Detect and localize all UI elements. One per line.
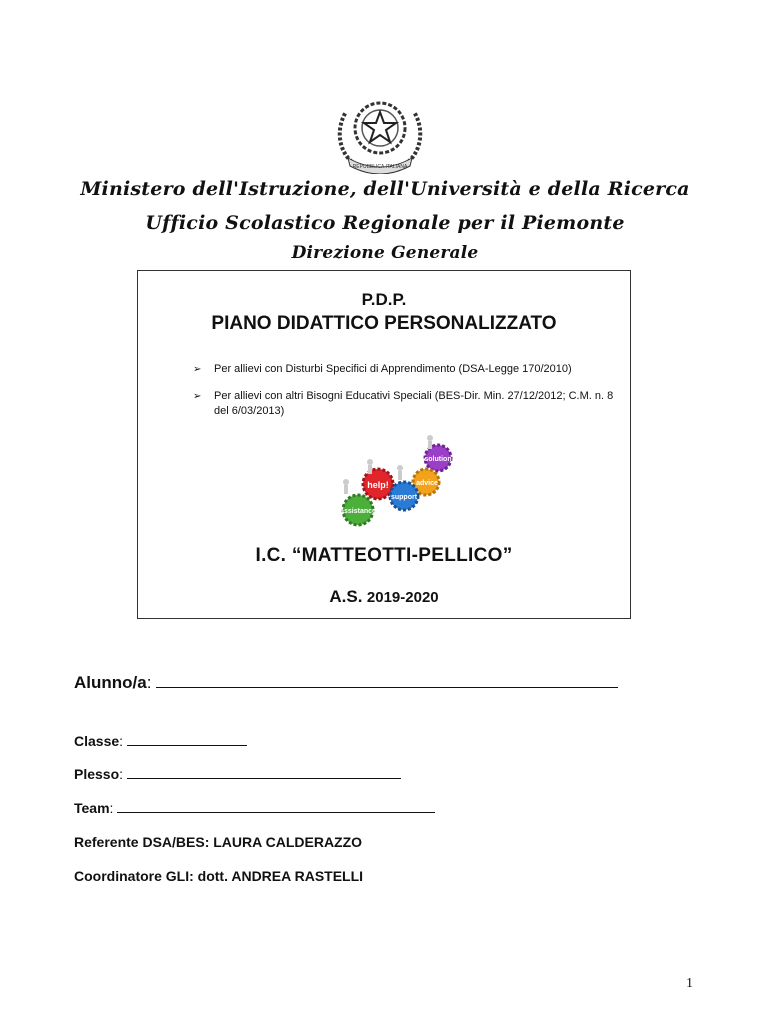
office-heading: Ufficio Scolastico Regionale per il Piemonte bbox=[145, 212, 625, 234]
alunno-field[interactable]: Alunno/a: bbox=[74, 673, 618, 693]
plesso-blank-line[interactable] bbox=[127, 778, 401, 779]
alunno-label: Alunno/a bbox=[74, 673, 147, 692]
referente-line: Referente DSA/BES: LAURA CALDERAZZO bbox=[74, 834, 363, 850]
document-title: PIANO DIDATTICO PERSONALIZZATO bbox=[211, 313, 557, 334]
team-field[interactable]: Team: bbox=[74, 800, 435, 816]
gear-assistance bbox=[340, 495, 376, 525]
arrow-bullet-icon: ➢ bbox=[193, 364, 202, 375]
gear-label: support bbox=[390, 494, 418, 501]
emblem-banner-text: REPUBBLICA ITALIANA bbox=[352, 164, 408, 170]
classe-field[interactable]: Classe: bbox=[74, 733, 247, 749]
coordinatore-line: Coordinatore GLI: dott. ANDREA RASTELLI bbox=[74, 868, 364, 884]
plesso-label: Plesso bbox=[74, 766, 120, 782]
gear-label: help! bbox=[367, 480, 389, 490]
alunno-blank-line[interactable] bbox=[156, 687, 618, 688]
school-year-value: 2019-2020 bbox=[366, 589, 439, 606]
pdp-acronym: P.D.P. bbox=[361, 290, 407, 309]
page-number: 1 bbox=[686, 976, 693, 991]
team-label: Team bbox=[74, 800, 110, 816]
classe-blank-line[interactable] bbox=[127, 745, 247, 746]
team-blank-line[interactable] bbox=[117, 812, 435, 813]
plesso-field[interactable]: Plesso: bbox=[74, 766, 401, 782]
bullet-text: Per allievi con altri Bisogni Educativi Speciali (BES-Dir. Min. 27/12/2012; C.M. n. 8 del 6/03/2013) bbox=[214, 390, 614, 417]
school-name: I.C. “MATTEOTTI-PELLICO” bbox=[255, 545, 513, 566]
repubblica-italiana-emblem bbox=[330, 92, 430, 174]
school-year bbox=[137, 587, 631, 607]
classe-label: Classe bbox=[74, 733, 120, 749]
direction-heading: Direzione Generale bbox=[291, 243, 479, 263]
ministry-heading: Ministero dell'Istruzione, dell'Università e della Ricerca bbox=[80, 178, 690, 200]
bullet-text: Per allievi con Disturbi Specifici di Apprendimento (DSA-Legge 170/2010) bbox=[214, 363, 572, 375]
gear-support bbox=[390, 482, 418, 510]
school-year-label: A.S. bbox=[329, 587, 363, 606]
bullet-item-dsa bbox=[193, 362, 623, 378]
arrow-bullet-icon: ➢ bbox=[193, 391, 202, 402]
gear-label: assistance bbox=[340, 508, 376, 515]
gear-label: advice bbox=[416, 480, 438, 487]
gear-help bbox=[363, 469, 393, 499]
gears-illustration bbox=[334, 430, 464, 530]
bullet-item-bes bbox=[193, 389, 623, 421]
gear-label: solution bbox=[424, 456, 452, 463]
